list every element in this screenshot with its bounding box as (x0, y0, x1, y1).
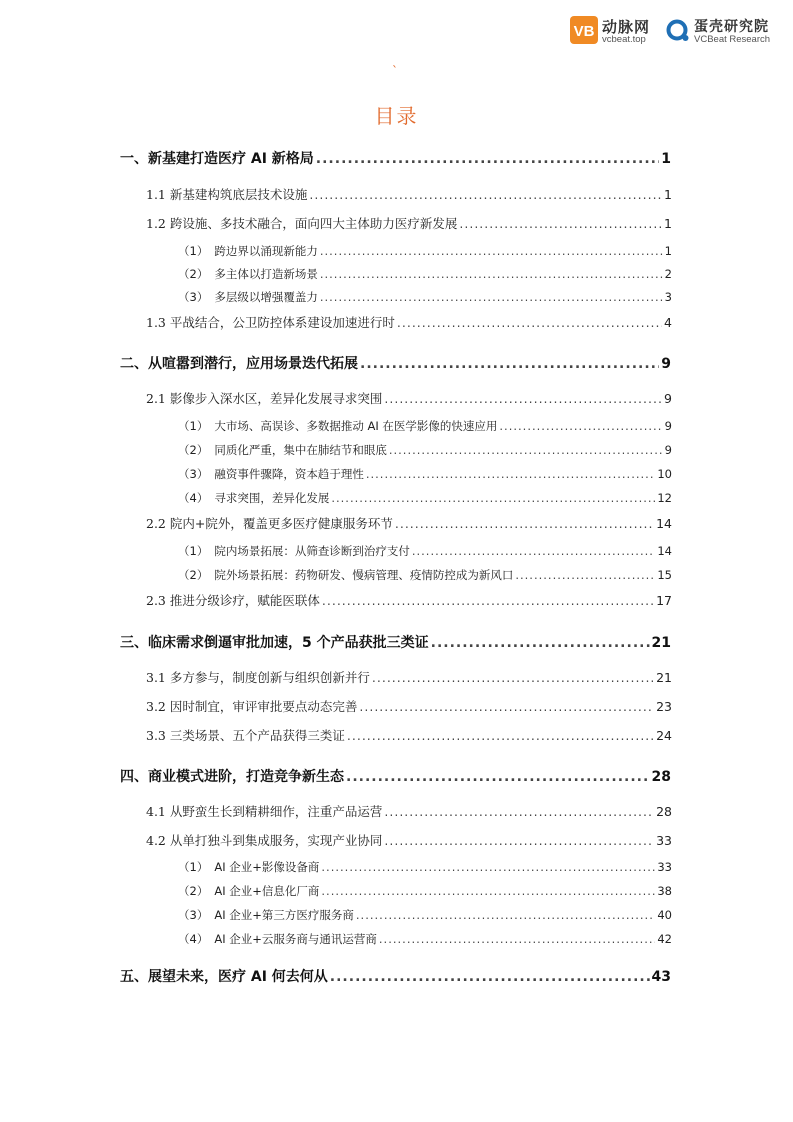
toc-entry-label: AI 企业+信息化厂商 (214, 884, 320, 898)
toc-entry-label: AI 企业+第三方医疗服务商 (214, 908, 354, 922)
toc-page-number: 28 (651, 769, 671, 785)
toc-entry-number: （3） (178, 908, 209, 922)
toc-entry-4[interactable] (120, 766, 671, 786)
toc-entry-1-3[interactable] (146, 313, 672, 331)
toc-page-number: 21 (651, 635, 671, 651)
toc-entry-label: 五、展望未来，医疗 AI 何去何从 (120, 969, 328, 985)
toc-entry-label: 多主体以打造新场景 (214, 267, 318, 281)
svg-text:VB: VB (573, 23, 595, 40)
dot-leader (316, 151, 659, 167)
toc-entry-2-1-3[interactable] (178, 466, 672, 482)
toc-entry-2-2-1[interactable] (178, 543, 672, 559)
toc-entry-5[interactable] (120, 966, 671, 986)
toc-entry-number: 3.3 (146, 728, 166, 743)
toc-entry-label: 从野蛮生长到精耕细作，注重产品运营 (169, 804, 383, 819)
toc-entry-label: 跨设施、多技术融合，面向四大主体助力医疗新发展 (169, 216, 458, 231)
toc-entry-label: 多方参与，制度创新与组织创新并行 (169, 670, 370, 685)
dot-leader (356, 908, 655, 922)
vcbeat-logo-icon (570, 16, 598, 44)
toc-entry-number: （2） (178, 267, 209, 281)
toc-page-number: 9 (664, 391, 672, 406)
dot-leader (331, 491, 655, 505)
research-name: 蛋壳研究院 (694, 19, 769, 35)
dot-leader (330, 969, 650, 985)
header-logos (570, 14, 785, 48)
toc-entry-4-2-2[interactable] (178, 883, 672, 899)
toc-entry-label: 院内场景拓展：从筛查诊断到治疗支付 (214, 544, 410, 558)
toc-entry-label: 因时制宜，审评审批要点动态完善 (169, 699, 358, 714)
dot-leader (397, 315, 662, 330)
toc-page-number: 9 (664, 419, 672, 433)
toc-entry-1-2-1[interactable] (178, 243, 672, 259)
toc-page-number: 21 (656, 670, 672, 685)
dot-leader (320, 290, 663, 304)
toc-entry-label: 院外场景拓展：药物研发、慢病管理、疫情防控成为新风口 (214, 568, 514, 582)
toc-entry-label: 二、从喧嚣到潜行，应用场景迭代拓展 (120, 356, 358, 372)
toc-entry-1-2-3[interactable] (178, 289, 672, 305)
dot-leader (459, 216, 662, 231)
toc-page-number: 33 (656, 833, 672, 848)
toc-entry-number: 4.1 (146, 804, 166, 819)
toc-entry-4-1[interactable] (146, 802, 672, 820)
toc-entry-number: （3） (178, 290, 209, 304)
toc-page-number: 12 (657, 491, 672, 505)
toc-page-number: 42 (657, 932, 672, 946)
toc-entry-label: 四、商业模式进阶，打造竞争新生态 (120, 769, 344, 785)
toc-page-number: 17 (656, 593, 672, 608)
toc-entry-number: 3.2 (146, 699, 166, 714)
toc-entry-2-1-2[interactable] (178, 442, 672, 458)
dot-leader (379, 932, 655, 946)
toc-entry-number: 1.3 (146, 315, 166, 330)
toc-page-number: 38 (657, 884, 672, 898)
toc-entry-number: 1.2 (146, 216, 166, 231)
toc-entry-2[interactable] (120, 353, 671, 373)
toc-entry-number: （2） (178, 568, 209, 582)
dot-leader (395, 516, 654, 531)
toc-entry-1-1[interactable] (146, 185, 672, 203)
toc-page-number: 3 (664, 290, 672, 304)
toc-entry-number: （2） (178, 884, 209, 898)
toc-page-number: 15 (657, 568, 672, 582)
dot-leader (320, 267, 663, 281)
toc-entry-number: （1） (178, 419, 209, 433)
toc-entry-2-2[interactable] (146, 514, 672, 532)
toc-entry-2-2-2[interactable] (178, 567, 672, 583)
toc-entry-4-2[interactable] (146, 831, 672, 849)
toc-entry-4-2-3[interactable] (178, 907, 672, 923)
toc-entry-number: （1） (178, 244, 209, 258)
toc-entry-number: 2.3 (146, 593, 166, 608)
dot-leader (320, 244, 663, 258)
toc-entry-number: （2） (178, 443, 209, 457)
toc-page-number: 1 (664, 216, 672, 231)
dot-leader (412, 544, 656, 558)
toc-entry-1-2[interactable] (146, 214, 672, 232)
toc-page-number: 1 (664, 244, 672, 258)
toc-page-number: 2 (664, 267, 672, 281)
toc-page-number: 4 (664, 315, 672, 330)
toc-entry-number: 4.2 (146, 833, 166, 848)
toc-page-number: 33 (657, 860, 672, 874)
toc-entry-label: 大市场、高误诊、多数据推动 AI 在医学影像的快速应用 (214, 419, 498, 433)
dot-leader (321, 860, 655, 874)
dot-leader (309, 187, 662, 202)
toc-title: 目录 (374, 104, 419, 128)
toc-entry-2-1-1[interactable] (178, 418, 672, 434)
dot-leader (431, 635, 650, 651)
toc-page-number: 43 (651, 969, 671, 985)
toc-entry-label: 从单打独斗到集成服务，实现产业协同 (169, 833, 383, 848)
toc-page-number: 9 (661, 356, 671, 372)
toc-entry-label: 融资事件骤降，资本趋于理性 (214, 467, 364, 481)
dot-leader (346, 769, 650, 785)
toc-entry-number: （1） (178, 860, 209, 874)
toc-entry-label: 三、临床需求倒逼审批加速，5 个产品获批三类证 (120, 635, 429, 651)
dot-leader (372, 670, 654, 685)
toc-entry-label: 平战结合，公卫防控体系建设加速进行时 (169, 315, 395, 330)
toc-page-number: 10 (657, 467, 672, 481)
toc-page-number: 23 (656, 699, 672, 714)
dot-leader (384, 833, 654, 848)
toc-entry-number: （1） (178, 544, 209, 558)
toc-entry-label: 新基建构筑底层技术设施 (169, 187, 308, 202)
toc-entry-label: 推进分级诊疗，赋能医联体 (169, 593, 320, 608)
dot-leader (347, 728, 654, 743)
toc-entry-3-3[interactable] (146, 726, 672, 744)
toc-page-number: 1 (664, 187, 672, 202)
dot-leader (359, 699, 654, 714)
dot-leader (322, 593, 654, 608)
vcbeat-name: 动脉网 (602, 18, 651, 36)
toc-entry-3-2[interactable] (146, 697, 672, 715)
toc-entry-label: 三类场景、五个产品获得三类证 (169, 728, 345, 743)
toc-entry-label: 寻求突围，差异化发展 (214, 491, 330, 505)
toc-entry-number: 2.2 (146, 516, 166, 531)
dot-leader (515, 568, 655, 582)
toc-entry-3[interactable] (120, 632, 671, 652)
toc-entry-2-1[interactable] (146, 389, 672, 407)
toc-entry-label: 多层级以增强覆盖力 (214, 290, 318, 304)
toc-entry-label: 一、新基建打造医疗 AI 新格局 (120, 151, 314, 167)
toc-entry-number: （4） (178, 491, 209, 505)
dot-leader (384, 804, 654, 819)
research-en-name: VCBeat Research (694, 34, 771, 45)
toc-page-number: 14 (657, 544, 672, 558)
toc-entry-number: （3） (178, 467, 209, 481)
toc-page-number: 14 (656, 516, 672, 531)
dot-leader (389, 443, 663, 457)
vcbeat-research-logo-icon (666, 18, 690, 42)
toc-entry-label: AI 企业+影像设备商 (214, 860, 320, 874)
toc-entry-number: 1.1 (146, 187, 166, 202)
dot-leader (499, 419, 662, 433)
toc-page-number: 9 (664, 443, 672, 457)
toc-page-number: 1 (661, 151, 671, 167)
toc-entry-4-2-4[interactable] (178, 931, 672, 947)
toc-page-number: 24 (656, 728, 672, 743)
toc-entry-3-1[interactable] (146, 668, 672, 686)
toc-entry-1[interactable] (120, 148, 671, 168)
stray-mark: ` (392, 64, 398, 78)
toc-entry-label: 影像步入深水区，差异化发展寻求突围 (169, 391, 383, 406)
toc-entry-label: 同质化严重，集中在肺结节和眼底 (214, 443, 387, 457)
toc-entry-number: （4） (178, 932, 209, 946)
toc-page-number: 28 (656, 804, 672, 819)
dot-leader (321, 884, 655, 898)
dot-leader (360, 356, 659, 372)
toc-entry-2-1-4[interactable] (178, 490, 672, 506)
toc-entry-label: 跨边界以涌现新能力 (214, 244, 318, 258)
toc-entry-number: 2.1 (146, 391, 166, 406)
dot-leader (384, 391, 662, 406)
toc-page-number: 40 (657, 908, 672, 922)
toc-entry-2-3[interactable] (146, 591, 672, 609)
vcbeat-url: vcbeat.top (602, 34, 646, 45)
toc-entry-number: 3.1 (146, 670, 166, 685)
toc-entry-4-2-1[interactable] (178, 859, 672, 875)
dot-leader (366, 467, 656, 481)
toc-entry-label: AI 企业+云服务商与通讯运营商 (214, 932, 377, 946)
toc-entry-1-2-2[interactable] (178, 266, 672, 282)
toc-entry-label: 院内+院外，覆盖更多医疗健康服务环节 (169, 516, 393, 531)
